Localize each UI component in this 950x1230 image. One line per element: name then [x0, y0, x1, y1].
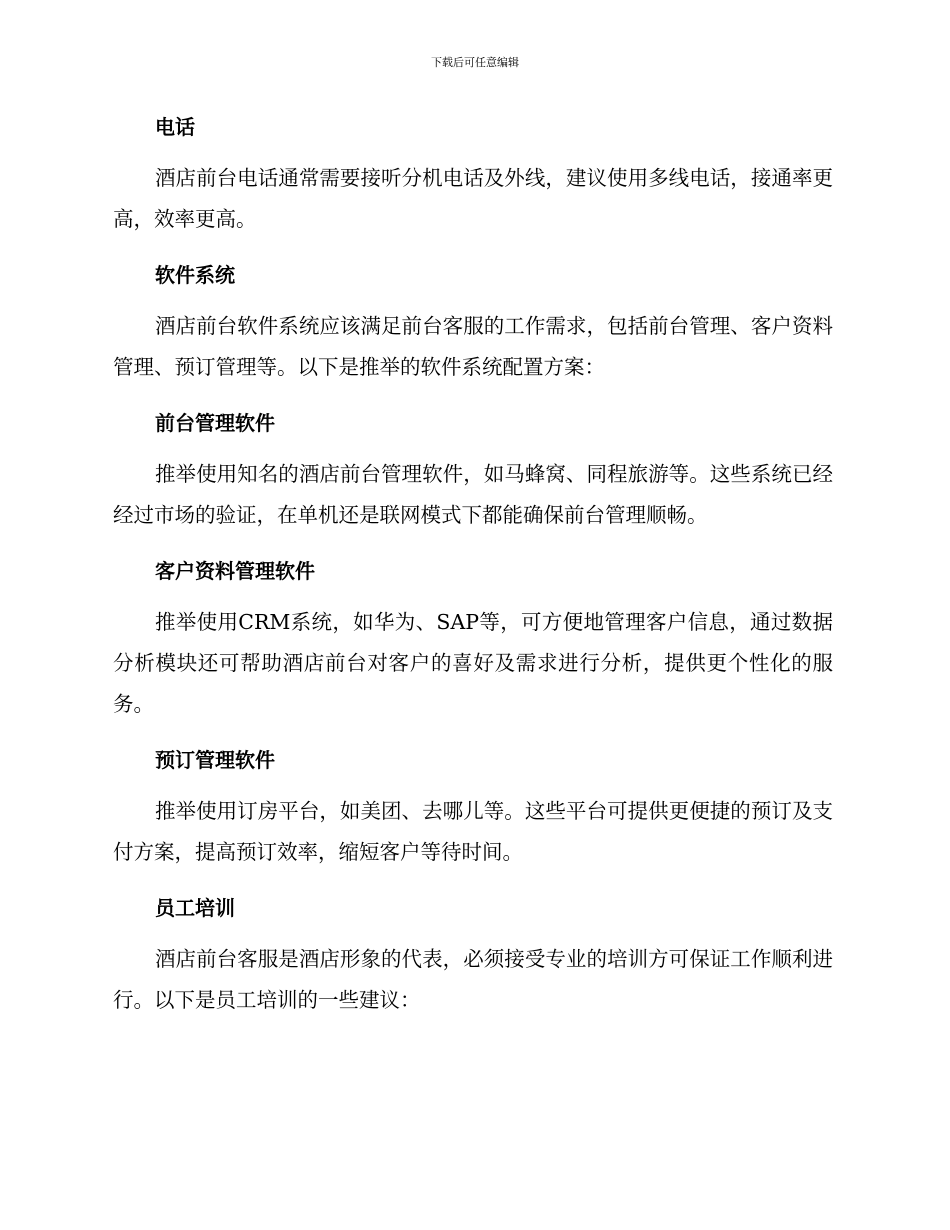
section-paragraph: 推举使用订房平台，如美团、去哪儿等。这些平台可提供更便捷的预订及支付方案，提高预订效率，缩短客户等待时间。 — [113, 799, 833, 864]
page-header-note: 下载后可任意编辑 — [431, 56, 519, 69]
section-heading: 员工培训 — [155, 896, 235, 920]
section-heading: 客户资料管理软件 — [155, 559, 315, 583]
document-body — [113, 110, 833, 1039]
section-paragraph: 推举使用知名的酒店前台管理软件，如马蜂窝、同程旅游等。这些系统已经经过市场的验证，在单机还是联网模式下都能确保前台管理顺畅。 — [113, 462, 833, 527]
section-paragraph: 酒店前台客服是酒店形象的代表，必须接受专业的培训方可保证工作顺利进行。以下是员工培训的一些建议： — [113, 947, 833, 1012]
section-front-desk-software — [113, 406, 833, 536]
section-software-system — [113, 258, 833, 388]
section-staff-training — [113, 891, 833, 1021]
section-phone — [113, 110, 833, 240]
section-paragraph: 酒店前台软件系统应该满足前台客服的工作需求，包括前台管理、客户资料管理、预订管理等。以下是推举的软件系统配置方案： — [113, 314, 833, 379]
section-heading: 电话 — [155, 115, 195, 139]
section-heading: 预订管理软件 — [155, 748, 275, 772]
section-heading: 前台管理软件 — [155, 411, 275, 435]
section-customer-data-software — [113, 554, 833, 725]
section-heading: 软件系统 — [155, 263, 235, 287]
section-paragraph: 酒店前台电话通常需要接听分机电话及外线，建议使用多线电话，接通率更高，效率更高。 — [113, 166, 833, 231]
section-paragraph: 推举使用CRM系统，如华为、SAP等，可方便地管理客户信息，通过数据分析模块还可帮助酒店前台对客户的喜好及需求进行分析，提供更个性化的服务。 — [113, 610, 833, 716]
section-booking-software — [113, 743, 833, 873]
